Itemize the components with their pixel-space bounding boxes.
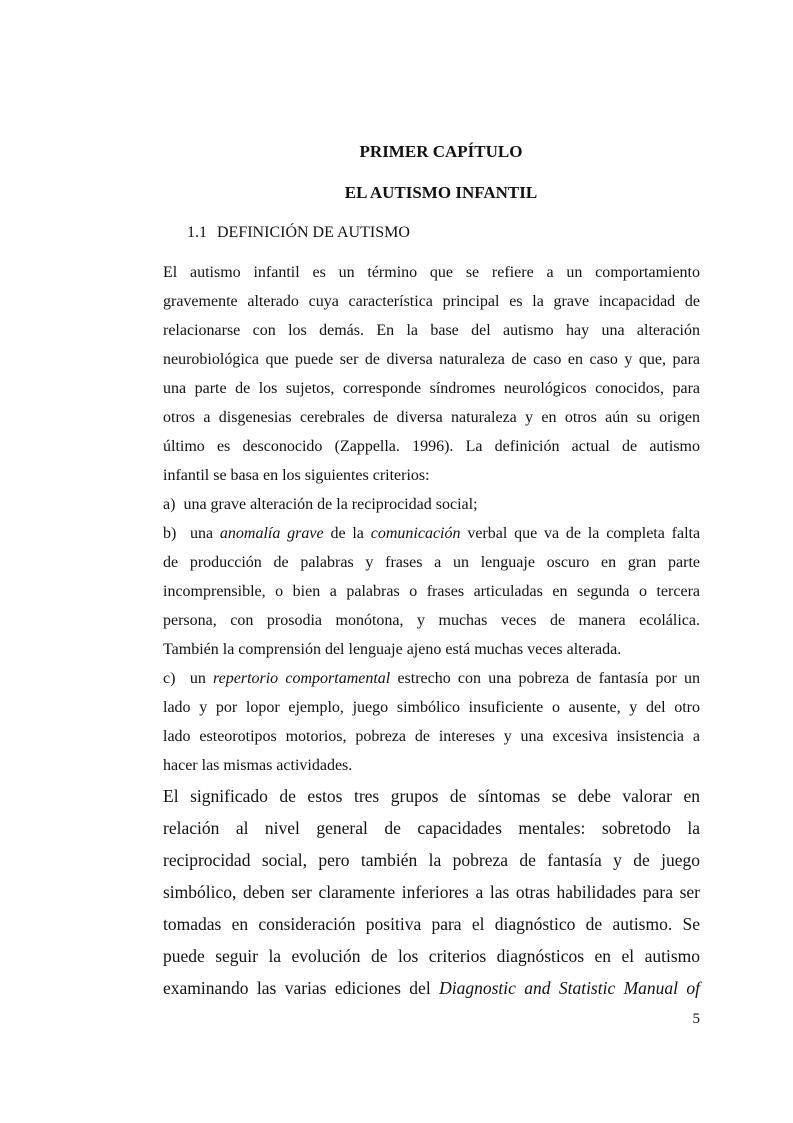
paragraph-line	[163, 972, 700, 1004]
criterion-line: lado esteorotipos motorios, pobreza de intereses y una excesiva insistencia a	[163, 728, 700, 745]
criterion-text: un	[189, 670, 206, 687]
criterion-text: verbal que va de la completa falta	[467, 525, 701, 542]
criterion-b	[163, 519, 700, 548]
paragraph-line: gravemente alterado cuya característica principal es la grave incapacidad de	[163, 293, 700, 310]
criterion-text: estrecho con una pobreza de fantasía por un	[397, 670, 701, 687]
paragraph-line: tomadas en consideración positiva para el diagnóstico de autismo. Se	[163, 914, 700, 934]
paragraph-line: último es desconocido (Zappella. 1996). La definición actual de autismo	[163, 438, 700, 455]
criterion-line: lado y por lopor ejemplo, juego simbólico insuficiente o ausente, y del otro	[163, 699, 700, 716]
criterion-marker: b)	[163, 525, 177, 542]
criterion-line: También la comprensión del lenguaje ajeno está muchas veces alterada.	[163, 641, 622, 658]
paragraph-line: neurobiológica que puede ser de diversa naturaleza de caso en caso y que, para	[163, 351, 700, 368]
emphasis-text: comunicación	[370, 525, 461, 542]
criterion-marker: a)	[163, 496, 176, 513]
criterion-text: una grave alteración de la reciprocidad social;	[183, 496, 478, 513]
paragraph-line: El autismo infantil es un término que se refiere a un comportamiento	[163, 264, 700, 281]
paragraph-line: El significado de estos tres grupos de síntomas se debe valorar en	[163, 786, 700, 806]
paragraph-line: relación al nivel general de capacidades mentales: sobretodo la	[163, 818, 700, 838]
criterion-text: de la	[330, 525, 364, 542]
page-number: 5	[692, 1011, 700, 1027]
section-title: DEFINICIÓN DE AUTISMO	[217, 224, 410, 241]
section-number: 1.1	[187, 224, 207, 241]
body-block-1	[163, 258, 700, 780]
paragraph-line: simbólico, deben ser claramente inferiores a las otras habilidades para ser	[163, 882, 700, 902]
emphasis-text: repertorio comportamental	[213, 670, 391, 687]
emphasis-text: Diagnostic and Statistic Manual of	[439, 978, 701, 998]
paragraph-line: relacionarse con los demás. En la base del autismo hay una alteración	[163, 322, 700, 339]
criterion-line: persona, con prosodia monótona, y muchas veces de manera ecolálica.	[163, 612, 700, 629]
criterion-marker: c)	[163, 670, 176, 687]
criterion-c	[163, 664, 700, 693]
paragraph-line: otros a disgenesias cerebrales de diversa naturaleza y en otros aún su origen	[163, 409, 700, 426]
paragraph-line: puede seguir la evolución de los criterios diagnósticos en el autismo	[163, 946, 700, 966]
body-block-2	[163, 780, 700, 1004]
paragraph-line: infantil se basa en los siguientes criterios:	[163, 467, 430, 484]
criterion-a	[163, 490, 700, 519]
paragraph-line: reciprocidad social, pero también la pobreza de fantasía y de juego	[163, 850, 700, 870]
paragraph-line: una parte de los sujetos, corresponde síndromes neurológicos conocidos, para	[163, 380, 700, 397]
criterion-line: hacer las mismas actividades.	[163, 757, 353, 774]
paragraph-text: examinando las varias ediciones del	[163, 978, 431, 998]
section-heading	[187, 224, 410, 242]
criterion-text: una	[189, 525, 214, 542]
chapter-subtitle: EL AUTISMO INFANTIL	[344, 183, 538, 202]
chapter-title: PRIMER CAPÍTULO	[359, 142, 523, 161]
criterion-line: incomprensible, o bien a palabras o frases articuladas en segunda o tercera	[163, 583, 700, 600]
criterion-line: de producción de palabras y frases a un lenguaje oscuro en gran parte	[163, 554, 700, 571]
emphasis-text: anomalía grave	[219, 525, 324, 542]
